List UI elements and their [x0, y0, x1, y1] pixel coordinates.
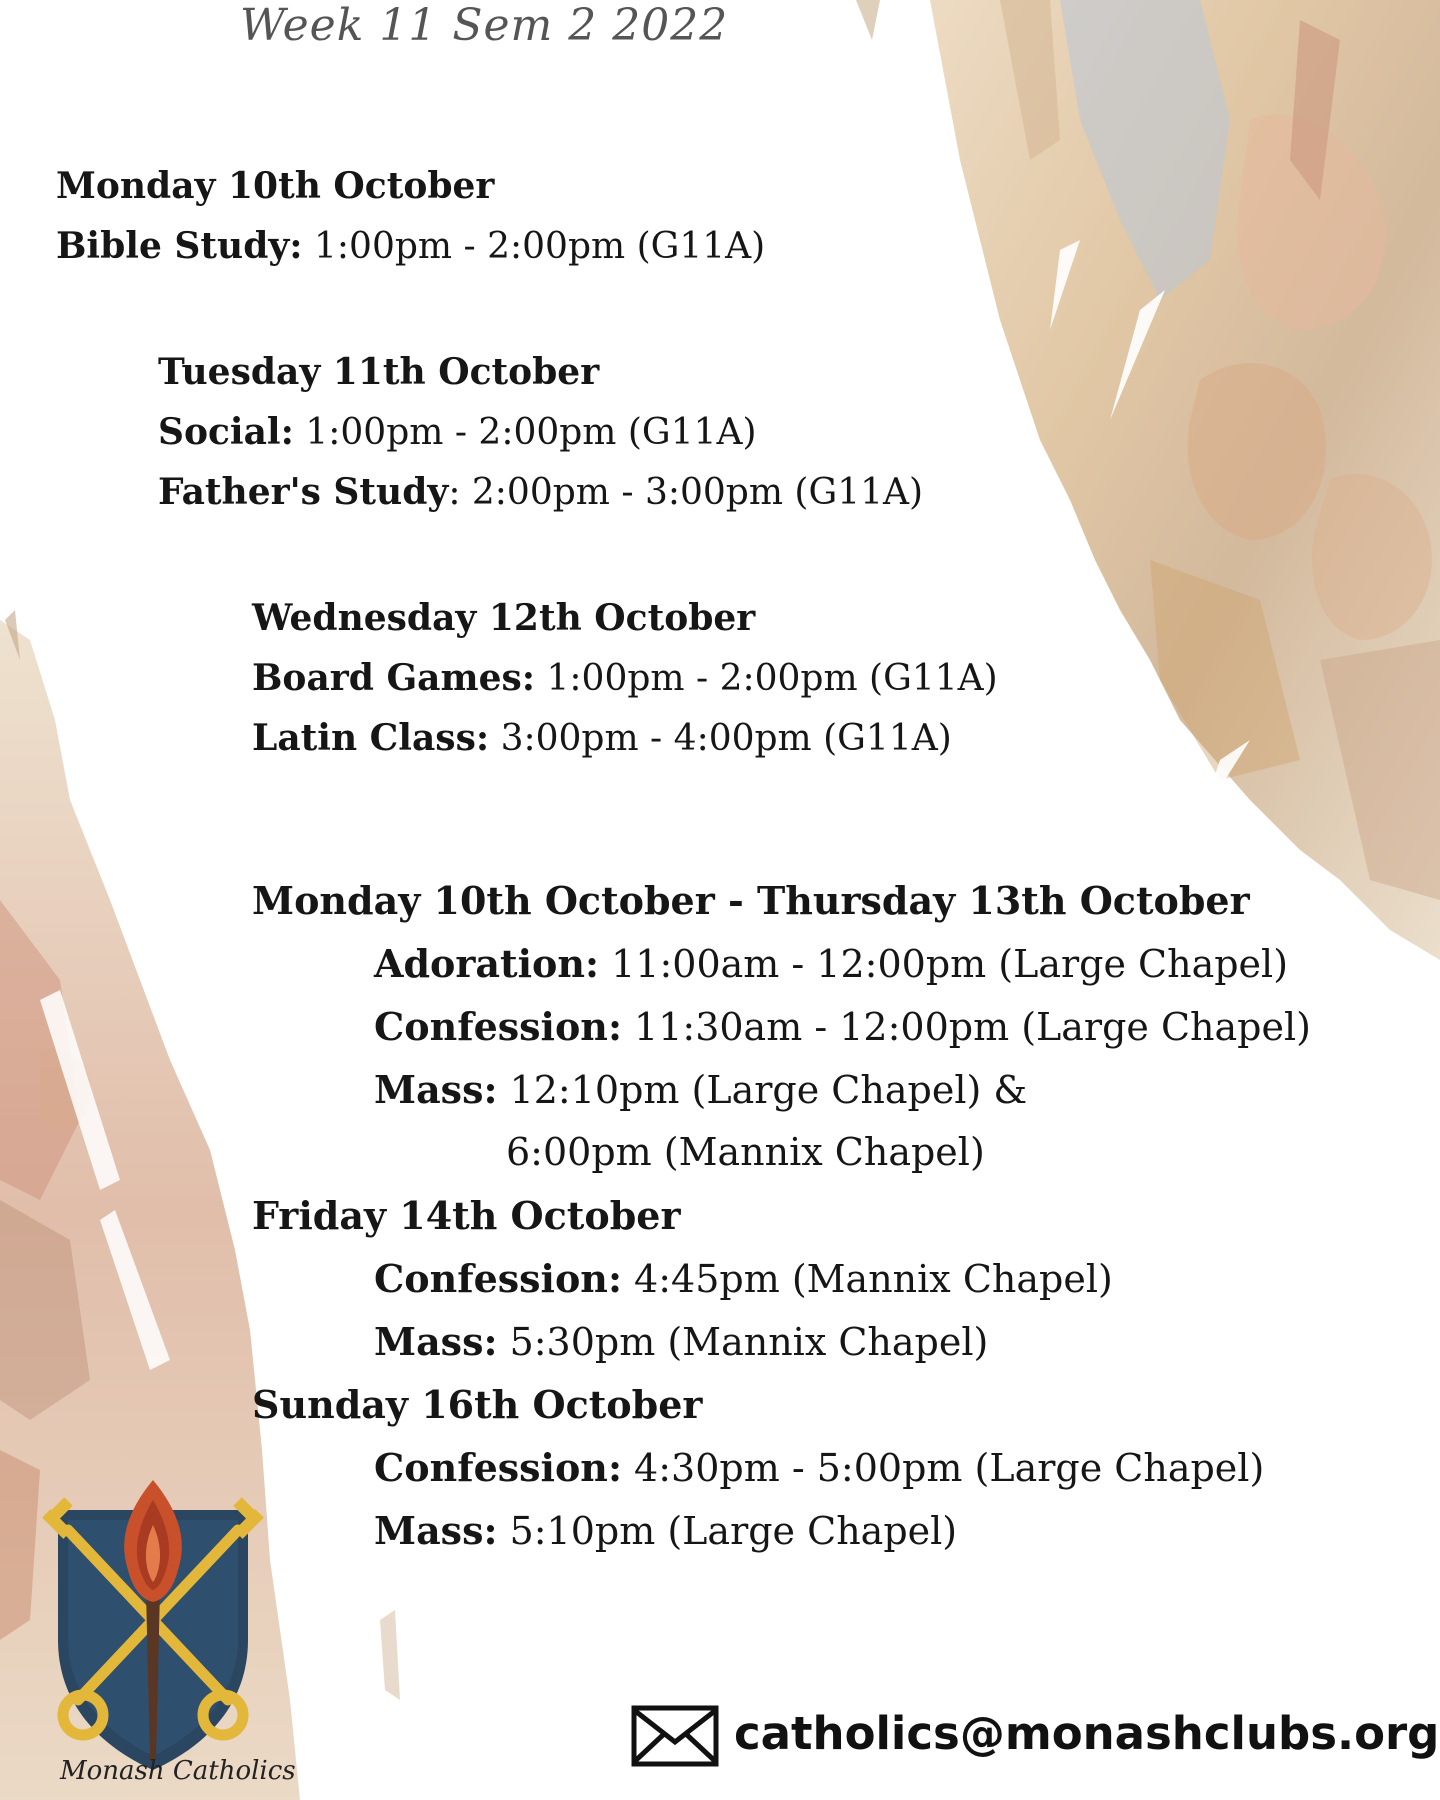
weekday-confession-row	[252, 995, 1311, 1058]
week-label: Week 11 Sem 2 2022	[240, 0, 729, 51]
adoration-row	[252, 932, 1311, 995]
bible-study-row	[56, 216, 765, 276]
sunday-mass-row	[252, 1499, 1311, 1562]
friday-mass-label: Mass:	[374, 1319, 498, 1364]
board-games-row	[252, 648, 998, 708]
weekday-mass-row	[252, 1058, 1311, 1121]
friday-heading: Friday 14th October	[252, 1193, 681, 1238]
chapel-schedule	[252, 869, 1311, 1562]
wednesday-section	[252, 588, 998, 768]
weekday-mass-row-2	[252, 1121, 1311, 1184]
tuesday-heading: Tuesday 11th October	[158, 351, 600, 393]
board-games-label: Board Games:	[252, 657, 536, 699]
sunday-confession-label: Confession:	[374, 1445, 622, 1490]
fathers-study-label: Father's Study	[158, 471, 449, 513]
bible-study-label: Bible Study:	[56, 225, 303, 267]
social-label: Social:	[158, 411, 294, 453]
friday-confession-label: Confession:	[374, 1256, 622, 1301]
friday-mass-detail: 5:30pm (Mannix Chapel)	[497, 1320, 989, 1364]
friday-confession-row	[252, 1247, 1311, 1310]
adoration-label: Adoration:	[374, 941, 600, 986]
latin-class-label: Latin Class:	[252, 717, 490, 759]
latin-class-row	[252, 708, 998, 768]
logo-text: Monash Catholics	[60, 1756, 296, 1786]
wednesday-heading: Wednesday 12th October	[252, 597, 756, 639]
sunday-confession-row	[252, 1436, 1311, 1499]
envelope-icon	[630, 1704, 720, 1768]
monday-section	[56, 156, 765, 276]
crossed-keys-crest-icon	[28, 1470, 296, 1790]
weekday-confession-label: Confession:	[374, 1004, 622, 1049]
sunday-confession-detail: 4:30pm - 5:00pm (Large Chapel)	[621, 1446, 1265, 1490]
mon-thu-heading: Monday 10th October - Thursday 13th October	[252, 878, 1250, 923]
fathers-study-detail: : 2:00pm - 3:00pm (G11A)	[448, 472, 924, 513]
friday-mass-row	[252, 1310, 1311, 1373]
weekday-confession-detail: 11:30am - 12:00pm (Large Chapel)	[621, 1005, 1311, 1049]
sunday-heading: Sunday 16th October	[252, 1382, 703, 1427]
latin-class-detail: 3:00pm - 4:00pm (G11A)	[489, 718, 952, 759]
sunday-mass-detail: 5:10pm (Large Chapel)	[497, 1509, 958, 1553]
board-games-detail: 1:00pm - 2:00pm (G11A)	[535, 658, 998, 699]
monday-heading: Monday 10th October	[56, 165, 495, 207]
sunday-mass-label: Mass:	[374, 1508, 498, 1553]
weekday-mass-detail: 12:10pm (Large Chapel) &	[497, 1068, 1028, 1112]
social-detail: 1:00pm - 2:00pm (G11A)	[293, 412, 757, 453]
email-address[interactable]: catholics@monashclubs.org	[734, 1707, 1440, 1760]
weekday-mass-label: Mass:	[374, 1067, 498, 1112]
fathers-study-row	[158, 462, 923, 522]
adoration-detail: 11:00am - 12:00pm (Large Chapel)	[599, 942, 1289, 986]
tuesday-section	[158, 342, 923, 522]
bible-study-detail: 1:00pm - 2:00pm (G11A)	[302, 226, 766, 267]
weekday-mass-detail-2: 6:00pm (Mannix Chapel)	[506, 1130, 985, 1174]
friday-confession-detail: 4:45pm (Mannix Chapel)	[621, 1257, 1113, 1301]
social-row	[158, 402, 923, 462]
